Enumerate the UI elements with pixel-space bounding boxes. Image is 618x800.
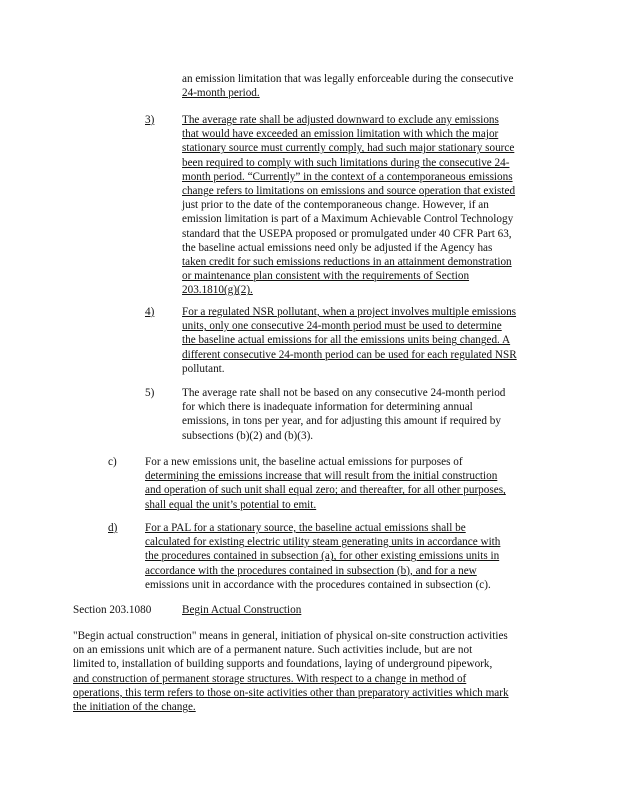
section-title: Begin Actual Construction: [182, 604, 302, 616]
text-line: 24-month period.: [182, 87, 260, 100]
definition-paragraph: [73, 629, 509, 714]
item-3-label: 3): [145, 114, 155, 126]
text-line: standard that the USEPA proposed or promulgated under 40 CFR Part 63,: [182, 227, 512, 240]
text-line: different consecutive 24-month period can be used for each regulated NSR: [182, 348, 517, 361]
item-5-label: 5): [145, 387, 155, 399]
text-line: month period. “Currently” in the context of a contemporaneous emissions: [182, 170, 513, 183]
text-line: The average rate shall not be based on any consecutive 24-month period: [182, 387, 506, 399]
text-line: determining the emissions increase that will result from the initial construction: [145, 470, 498, 483]
text-line: units, only one consecutive 24-month period must be used to determine: [182, 320, 502, 333]
text-line: on an emissions unit which are of a permanent nature. Such activities include, but are not: [73, 644, 473, 657]
text-line: "Begin actual construction" means in general, initiation of physical on-site construction activities: [73, 630, 508, 642]
text-line: for which there is inadequate information for determining annual: [182, 401, 473, 414]
text-line: an emission limitation that was legally enforceable during the consecutive: [182, 73, 514, 85]
item-c-label: c): [108, 456, 117, 468]
text-line: For a PAL for a stationary source, the baseline actual emissions shall be: [145, 522, 466, 534]
text-line: operations, this term refers to those on-site activities other than preparatory activities which mark: [73, 686, 509, 699]
text-line: and operation of such unit shall equal zero; and thereafter, for all other purposes,: [145, 484, 506, 497]
text-line: The average rate shall be adjusted downward to exclude any emissions: [182, 114, 499, 126]
text-line: taken credit for such emissions reductions in an attainment demonstration: [182, 255, 512, 268]
text-line: the baseline actual emissions for all the emissions units being changed. A: [182, 334, 511, 347]
text-line: emission limitation is part of a Maximum Achievable Control Technology: [182, 213, 514, 226]
text-line: calculated for existing electric utility steam generating units in accordance with: [145, 536, 501, 549]
item-4-label: 4): [145, 306, 155, 318]
text-line: emissions, in tons per year, and for adjusting this amount if required by: [182, 415, 501, 428]
continuation-text: [182, 72, 513, 100]
text-line: stationary source must currently comply, had such major stationary source: [182, 142, 515, 155]
text-line: the baseline actual emissions need only be adjusted if the Agency has: [182, 241, 493, 254]
text-line: the procedures contained in subsection (a), for other existing emissions units in: [145, 550, 500, 563]
text-line: limited to, installation of building supports and foundations, laying of underground pipework,: [73, 658, 493, 671]
text-line: and construction of permanent storage structures. With respect to a change in method of: [73, 672, 467, 685]
item-5-text: [182, 386, 505, 443]
item-3-text: [182, 113, 515, 297]
text-line: been required to comply with such limitations during the consecutive 24-: [182, 156, 510, 169]
text-line: the initiation of the change.: [73, 700, 196, 713]
text-line: subsections (b)(2) and (b)(3).: [182, 429, 314, 442]
section-number: Section 203.1080: [73, 604, 152, 616]
item-c-text: [145, 455, 506, 512]
text-line: that would have exceeded an emission limitation with which the major: [182, 128, 499, 141]
text-line: For a new emissions unit, the baseline actual emissions for purposes of: [145, 456, 463, 468]
text-line: shall equal the unit’s potential to emit.: [145, 498, 317, 511]
text-line: 203.1810(g)(2).: [182, 284, 253, 297]
item-d-label: d): [108, 522, 118, 534]
text-line: For a regulated NSR pollutant, when a project involves multiple emissions: [182, 306, 517, 318]
text-line: change refers to limitations on emissions and source operation that existed: [182, 184, 516, 197]
text-line: or maintenance plan consistent with the requirements of Section: [182, 270, 470, 283]
item-4-text: [182, 305, 517, 376]
text-line: pollutant.: [182, 362, 225, 375]
text-line: emissions unit in accordance with the procedures contained in subsection (c).: [145, 578, 491, 591]
item-d-text: [145, 521, 500, 592]
text-line: accordance with the procedures contained in subsection (b), and for a new: [145, 564, 477, 577]
text-line: just prior to the date of the contemporaneous change. However, if an: [182, 199, 489, 212]
